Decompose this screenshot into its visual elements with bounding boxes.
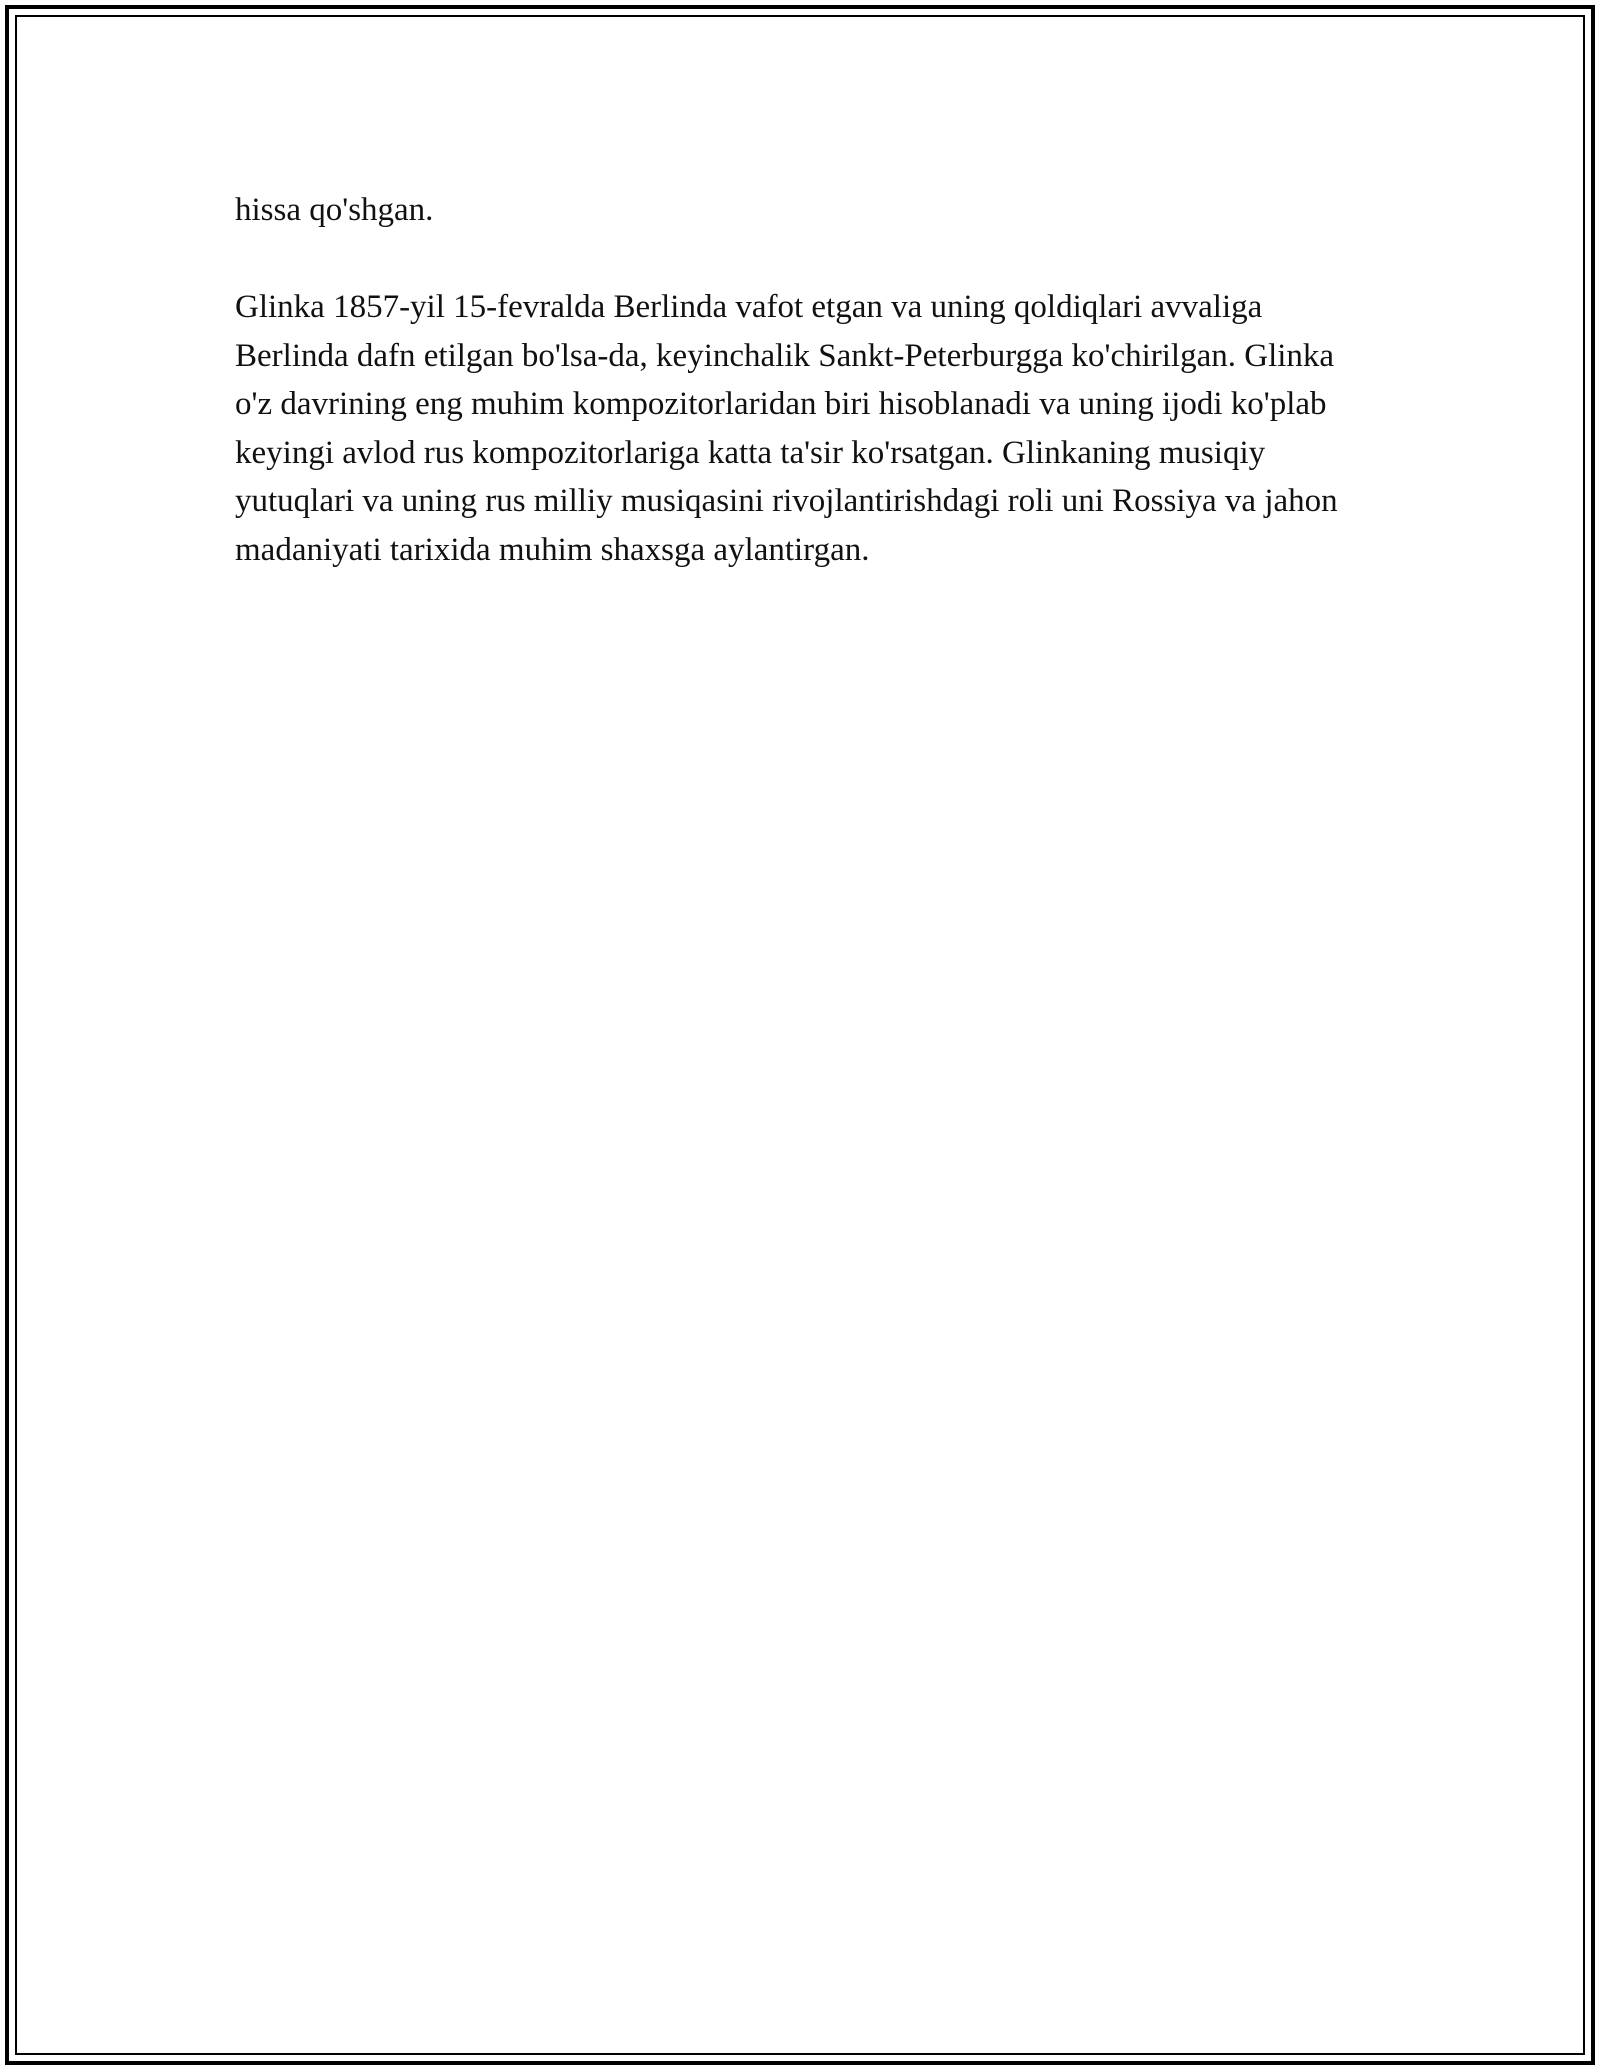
paragraph-continuation: hissa qo'shgan.: [235, 192, 434, 228]
document-body: [235, 186, 1365, 574]
paragraph-glinka-death: Glinka 1857-yil 15-fevralda Berlinda vafot etgan va uning qoldiqlari avvaliga Berlinda dafn etilgan bo'lsa-da, keyinchalik Sankt-Peterburgga ko'chirilgan. Glinka o'z davrining eng muhim kompozitorlaridan biri hisoblanadi va uning ijodi ko'plab keyingi avlod rus kompozitorlariga katta ta'sir ko'rsatgan. Glinkaning musiqiy yutuqlari va uning rus milliy musiqasini rivojlantirishdagi roli uni Rossiya va jahon madaniyati tarixida muhim shaxsga aylantirgan.: [235, 289, 1338, 568]
